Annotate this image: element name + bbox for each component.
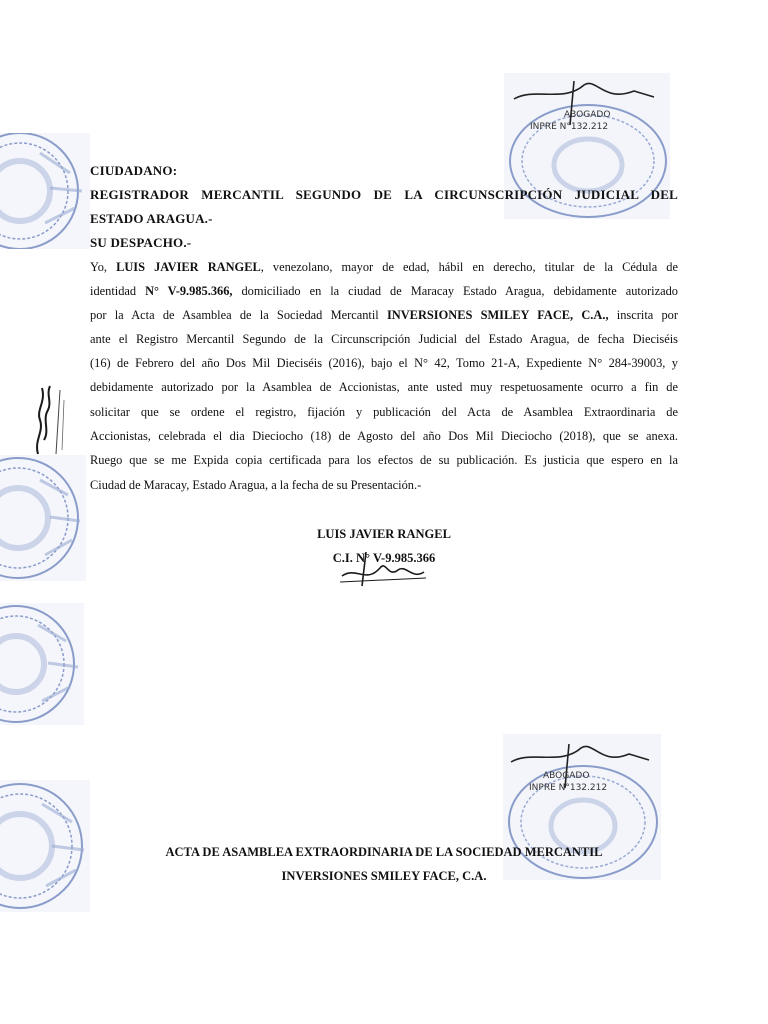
- despacho-line: SU DESPACHO.-: [90, 235, 192, 250]
- body-line-6: debidamente autorizado por la Asamblea de Accionistas, ante usted muy respetuosamente ocurro a fin de: [90, 380, 678, 394]
- body-line-8: Accionistas, celebrada el dia Dieciocho (18) de Agosto del año Dos Mil Dieciocho (2018), que se anexa.: [90, 429, 678, 443]
- salutation: CIUDADANO:: [90, 163, 178, 178]
- body-line-3: por la Acta de Asamblea de la Sociedad Mercantil INVERSIONES SMILEY FACE, C.A., inscrita por: [90, 308, 678, 322]
- signer-ci: C.I. N° V-9.985.366: [332, 551, 436, 565]
- registry-seal-stamp: [0, 603, 84, 725]
- body-line-1: Yo, LUIS JAVIER RANGEL, venezolano, mayor de edad, hábil en derecho, titular de la Cédula de: [90, 260, 678, 274]
- body-line-2: identidad N° V-9.985.366, domiciliado en la ciudad de Maracay Estado Aragua, debidamente autorizado: [90, 284, 678, 298]
- body-line-10: Ciudad de Maracay, Estado Aragua, a la fecha de su Presentación.-: [90, 478, 422, 492]
- body-line-4: ante el Registro Mercantil Segundo de la Circunscripción Judicial del Estado Aragua, de fecha Dieciséis: [90, 332, 678, 346]
- body-line-5: (16) de Febrero del año Dos Mil Dieciséis (2016), bajo el N° 42, Tomo 21-A, Expediente N° 284-39003, y: [90, 356, 678, 370]
- registrar-line-1: REGISTRADOR MERCANTIL SEGUNDO DE LA CIRCUNSCRIPCIÓN JUDICIAL DEL: [90, 187, 678, 202]
- registry-seal-stamp: [0, 780, 90, 912]
- company-name: INVERSIONES SMILEY FACE, C.A.,: [386, 308, 609, 322]
- petitioner-name: LUIS JAVIER RANGEL: [116, 260, 261, 274]
- svg-text:INPRE N°132.212: INPRE N°132.212: [529, 783, 608, 793]
- svg-text:ABOGADO: ABOGADO: [543, 771, 590, 781]
- acta-title-line-1: ACTA DE ASAMBLEA EXTRAORDINARIA DE LA SOCIEDAD MERCANTIL: [165, 845, 603, 859]
- body-line-9: Ruego que se me Expida copia certificada para los efectos de su publicación. Es justicia que espero en la: [90, 453, 678, 467]
- svg-text:INPRE N°132.212: INPRE N°132.212: [530, 122, 609, 132]
- signer-name: LUIS JAVIER RANGEL: [317, 527, 451, 541]
- registrar-line-2: ESTADO ARAGUA.-: [90, 211, 213, 226]
- body-line-7: solicitar que se ordene el registro, fijación y publicación del Acta de Asamblea Extraordinaria de: [90, 405, 678, 419]
- acta-title-line-2: INVERSIONES SMILEY FACE, C.A.: [281, 869, 487, 883]
- registry-seal-stamp: [0, 455, 86, 581]
- petitioner-id: N° V-9.985.366,: [145, 284, 233, 298]
- revisor-signature-stamp: [30, 380, 70, 458]
- registry-seal-stamp: [0, 133, 90, 249]
- svg-text:ABOGADO: ABOGADO: [564, 110, 611, 120]
